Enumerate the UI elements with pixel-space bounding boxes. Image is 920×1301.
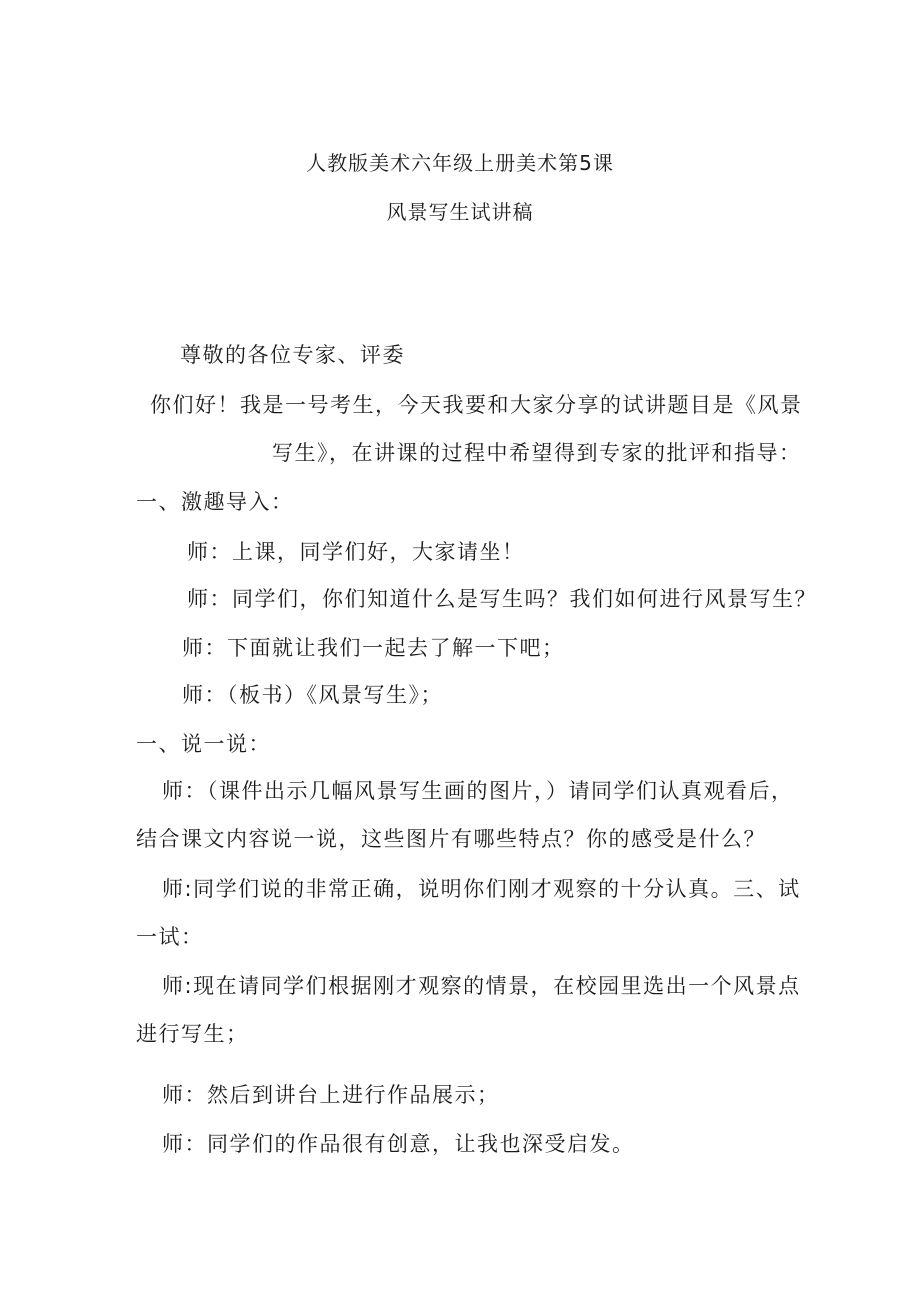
teacher-line: 师：同学们，你们知道什么是写生吗？我们如何进行风景写生？	[187, 587, 817, 611]
teacher-line: 师：同学们的作品很有创意，让我也深受启发。	[162, 1132, 635, 1156]
teacher-line: 师：然后到讲台上进行作品展示；	[162, 1083, 500, 1107]
teacher-line: 师：（板书）《风景写生》；	[182, 683, 443, 707]
body-line: 进行写生；	[136, 1022, 249, 1046]
greeting-line: 尊敬的各位专家、评委	[180, 343, 405, 367]
intro-line-1: 你们好！我是一号考生，今天我要和大家分享的试讲题目是《风景	[150, 393, 803, 417]
teacher-line: 师:现在请同学们根据刚才观察的情景，在校园里选出一个风景点	[162, 974, 801, 998]
teacher-line: 师：（课件出示几幅风景写生画的图片，）请同学们认真观看后，	[162, 779, 794, 803]
teacher-line: 师：下面就让我们一起去了解一下吧；	[182, 636, 565, 660]
section-heading-1: 一、激趣导入：	[136, 490, 294, 514]
intro-line-2: 写生》，在讲课的过程中希望得到专家的批评和指导：	[272, 441, 802, 465]
teacher-line: 师:同学们说的非常正确，说明你们刚才观察的十分认真。三、试	[162, 877, 801, 901]
body-line: 一试：	[136, 925, 204, 949]
section-heading-2: 一、说一说：	[136, 732, 271, 756]
body-line: 结合课文内容说一说，这些图片有哪些特点？你的感受是什么？	[136, 827, 766, 851]
document-title: 人教版美术六年级上册美术第5课	[306, 151, 614, 175]
document-subtitle: 风景写生试讲稿	[386, 200, 534, 224]
teacher-line: 师：上课，同学们好，大家请坐！	[187, 540, 525, 564]
